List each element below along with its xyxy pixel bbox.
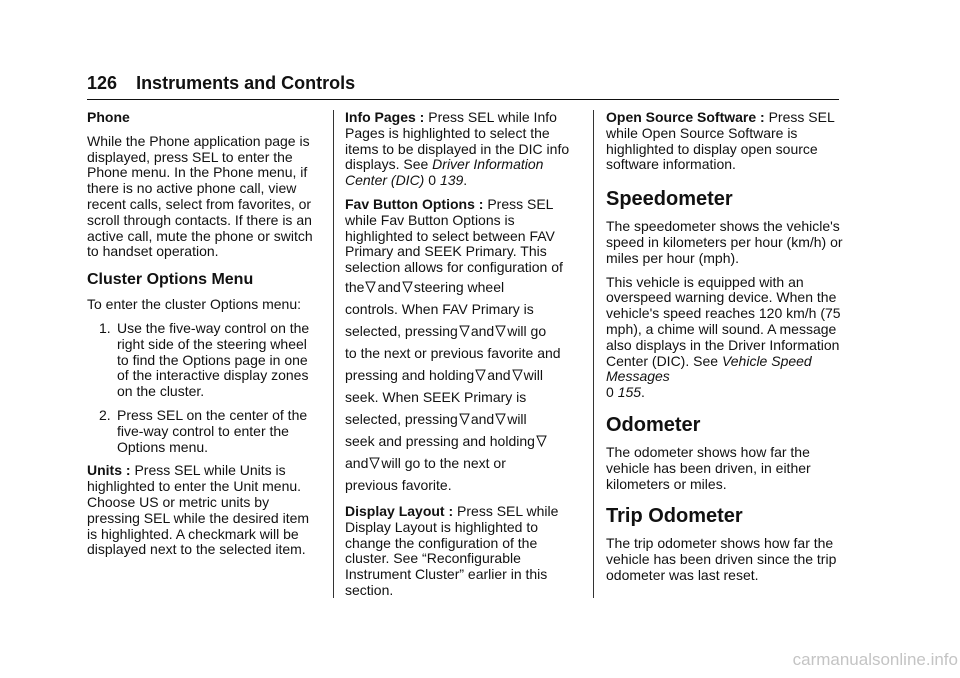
step-number: 2. — [99, 406, 111, 423]
text: will go — [507, 322, 547, 339]
units-term: Units : — [87, 462, 131, 479]
info-pages-text: Press SEL while Info Pages is highlighted to select the items to be displayed in the DIC info displays. See — [345, 109, 570, 173]
text: and — [487, 366, 511, 383]
speedometer-paragraph-1: The speedometer shows the vehicle's speed in kilometers per hour (km/h) or miles per hour (mph). — [606, 218, 843, 266]
trip-odometer-heading: Trip Odometer — [606, 505, 743, 528]
open-source-paragraph — [606, 110, 844, 173]
step-text: Press SEL on the center of the five-way control to enter the Options menu. — [117, 406, 308, 455]
steering-wheel-down-icon — [512, 369, 523, 381]
page-header — [87, 72, 839, 96]
text: will go to the next or — [381, 454, 506, 471]
page-ref-arrow: 0 — [428, 172, 437, 189]
text: previous favorite. — [345, 476, 452, 493]
column-divider-2 — [593, 110, 594, 598]
text: the — [345, 278, 365, 295]
chapter-title: Instruments and Controls — [136, 73, 356, 93]
phone-heading: Phone — [87, 109, 130, 125]
text: will — [523, 366, 544, 383]
steering-wheel-up-icon — [459, 413, 470, 425]
text: selected, pressing — [345, 322, 458, 339]
open-source-term: Open Source Software : — [606, 109, 765, 125]
text: and — [470, 322, 495, 339]
cluster-steps — [87, 321, 319, 455]
display-layout-paragraph — [345, 504, 582, 599]
phone-paragraph: While the Phone application page is displayed, press SEL to enter the Phone menu. In the Phone menu, if there is no active phone call, view recent calls, select from favorites, or scroll through contacts. If there is an active call, mute the phone or switch to handset operation. — [87, 132, 313, 260]
step-text: Use the five-way control on the right side of the steering wheel to find the Options page in one of the interactive display zones on the cluster. — [117, 319, 310, 400]
watermark-text: carmanualsonline.info — [792, 650, 958, 669]
odometer-heading: Odometer — [606, 413, 701, 436]
text: will — [507, 410, 527, 427]
info-pages-paragraph: Info Pages : Press SEL while Info Pages is highlighted to select the items to be displayed in the DIC info displays. See Driver Information Center (DIC) 0 139. — [345, 109, 570, 189]
fav-button-term: Fav Button Options : — [345, 195, 484, 212]
column-3 — [606, 110, 844, 592]
page-ref-number: 155 — [617, 384, 642, 401]
page-ref-arrow: 0 — [606, 384, 614, 401]
column-1 — [87, 110, 319, 566]
text: pressing and holding — [345, 366, 475, 383]
text: seek. When SEEK Primary is — [345, 388, 527, 405]
fav-button-continued — [345, 276, 582, 496]
units-text: Press SEL while Units is highlighted to enter the Unit menu. Choose US or metric units by pressing SEL while the desired item is highlighted. A checkmark will be displayed next to the selected item. — [87, 462, 310, 558]
text: selected, pressing — [345, 410, 458, 427]
steering-wheel-down-icon — [369, 457, 380, 469]
steering-wheel-up-icon — [536, 435, 547, 447]
steering-wheel-down-icon — [402, 281, 413, 293]
steering-wheel-down-icon — [495, 325, 506, 337]
step-number: 1. — [99, 319, 111, 336]
vehicle-speed-messages-reference: Vehicle Speed Messages — [606, 352, 812, 385]
speedometer-heading: Speedometer — [606, 188, 733, 211]
steering-wheel-up-icon — [475, 369, 486, 381]
display-layout-term: Display Layout : — [345, 502, 454, 519]
column-2 — [345, 110, 582, 607]
steering-wheel-up-icon — [365, 281, 376, 293]
column-divider-1 — [333, 110, 334, 598]
display-layout-text: Press SEL while Display Layout is highlighted to change the configuration of the cluster. See “Reconfigurable Instrument Cluster” earlier in this section. — [345, 502, 559, 598]
page-number: 126 — [87, 73, 118, 93]
cluster-intro: To enter the cluster Options menu: — [87, 296, 301, 313]
text: and — [470, 410, 495, 427]
text: seek and pressing and holding — [345, 432, 535, 449]
text: steering wheel — [413, 278, 505, 295]
info-pages-term: Info Pages : — [345, 109, 425, 125]
dic-cross-reference: Driver Information Center (DIC) — [345, 156, 544, 189]
speedometer-paragraph-2: This vehicle is equipped with an overspeed warning device. When the vehicle's speed reaches 120 km/h (75 mph), a chime will sound. A message also displays in the Driver Information Center (DIC). See Vehicle Speed Messages 0 155. — [606, 273, 841, 401]
open-source-text: Press SEL while Open Source Software is highlighted to display open source software information. — [606, 109, 835, 173]
text: and — [377, 278, 401, 295]
text: and — [345, 454, 369, 471]
units-paragraph — [87, 463, 319, 558]
odometer-paragraph: The odometer shows how far the vehicle has been driven, in either kilometers or miles. — [606, 443, 811, 492]
fav-button-paragraph — [345, 197, 582, 276]
text: controls. When FAV Primary is — [345, 300, 534, 317]
steering-wheel-up-icon — [459, 325, 470, 337]
cluster-options-heading: Cluster Options Menu — [87, 271, 254, 289]
page-ref-number: 139 — [439, 172, 464, 189]
text: This vehicle is equipped with an overspeed warning device. When the vehicle's speed reaches 120 km/h (75 mph), a chime will sound. A message also displays in the Driver Information Center (DIC). See — [606, 273, 841, 369]
trip-odometer-paragraph: The trip odometer shows how far the vehicle has been driven since the trip odometer was last reset. — [606, 535, 837, 583]
step-item — [87, 408, 319, 455]
step-item — [87, 321, 319, 400]
fav-button-text: Press SEL while Fav Button Options is highlighted to select between FAV Primary and SEEK Primary. This selection allows for configuration of — [345, 195, 563, 276]
steering-wheel-down-icon — [495, 413, 506, 425]
text: to the next or previous favorite and — [345, 344, 561, 361]
header-rule — [87, 99, 839, 100]
